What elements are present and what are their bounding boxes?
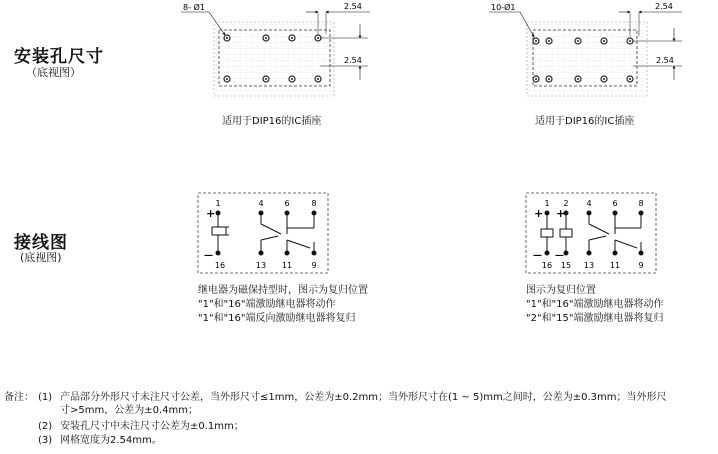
footprint-left <box>181 2 370 96</box>
wiring-right <box>526 193 656 273</box>
mounting-holes-title: 安装孔尺寸 <box>14 47 104 67</box>
wiring-right-pin-top-8: 8 <box>638 199 644 208</box>
wiring-left-pin-top-8: 8 <box>311 199 317 208</box>
wiring-right-pin-bottom-15: 15 <box>560 261 572 270</box>
remark-2-num: (2) <box>38 421 53 432</box>
wiring-right-pin-top-6: 6 <box>612 199 618 208</box>
wiring-right-note-3: "2"和"15"端激励继电器将复归 <box>526 313 664 324</box>
footprint-right-caption: 适用于DIP16的IC插座 <box>535 116 635 127</box>
footprint-left-dim-v: 2.54 <box>344 56 362 65</box>
wiring-right-pin-bottom-16: 16 <box>541 261 553 270</box>
wiring-left-note-1: 继电器为磁保持型时，图示为复归位置 <box>198 285 368 296</box>
wiring-right-minus: — <box>533 251 542 261</box>
footprint-left-dim-h: 2.54 <box>344 2 362 11</box>
wiring-left-pin-bottom-13: 13 <box>255 261 267 270</box>
wiring-left-pin-bottom-16: 16 <box>214 261 226 270</box>
footprint-left-caption: 适用于DIP16的IC插座 <box>222 116 322 127</box>
wiring-left-pin-top-4: 4 <box>258 199 264 208</box>
footprint-right <box>489 2 682 96</box>
wiring-left-pin-bottom-11: 11 <box>281 261 293 270</box>
wiring-left <box>198 193 328 273</box>
wiring-left-minus: — <box>204 251 213 261</box>
wiring-right-plus-2: + <box>556 207 566 220</box>
wiring-left-contacts <box>261 213 314 253</box>
wiring-left-note-2: "1"和"16"端激励继电器将动作 <box>198 299 336 310</box>
remark-2-text: 安装孔尺寸中未注尺寸公差为±0.1mm； <box>60 421 244 432</box>
remarks-label: 备注： <box>4 392 34 403</box>
wiring-left-pin-top-6: 6 <box>284 199 290 208</box>
remark-3-text: 网格宽度为2.54mm。 <box>60 435 162 446</box>
remark-1-num: (1) <box>38 392 53 403</box>
wiring-right-note-2: "1"和"16"端激励继电器将动作 <box>526 299 664 310</box>
wiring-right-pin-top-2: 2 <box>563 199 569 208</box>
footprint-right-hole-label: 10-Ø1 <box>491 3 516 12</box>
wiring-left-pin-bottom-9: 9 <box>311 261 317 270</box>
footprint-right-dim-v: 2.54 <box>656 56 674 65</box>
remark-1-cont: 寸>5mm，公差为±0.4mm； <box>60 405 198 416</box>
wiring-left-plus: + <box>206 207 216 220</box>
wiring-right-plus: + <box>534 207 544 220</box>
wiring-right-pin-bottom-9: 9 <box>638 261 644 270</box>
footprint-right-dim-h: 2.54 <box>655 2 673 11</box>
wiring-left-pin-top-1: 1 <box>215 199 221 208</box>
mounting-holes-subtitle: （底视图） <box>26 66 81 79</box>
wiring-right-pin-top-4: 4 <box>586 199 592 208</box>
wiring-subtitle: (底视图) <box>20 251 62 264</box>
wiring-right-pin-bottom-11: 11 <box>609 261 621 270</box>
wiring-title: 接线图 <box>14 233 68 253</box>
wiring-right-note-1: 图示为复归位置 <box>526 285 596 296</box>
remark-3-num: (3) <box>38 435 53 446</box>
wiring-left-note-3: "1"和"16"端反向激励继电器将复归 <box>198 313 356 324</box>
wiring-right-pin-bottom-13: 13 <box>583 261 595 270</box>
wiring-right-pin-top-1: 1 <box>544 199 550 208</box>
footprint-left-hole-label: 8- Ø1 <box>183 3 205 12</box>
wiring-right-contacts <box>589 213 641 253</box>
wiring-right-minus-2: — <box>555 251 564 261</box>
remark-1-text: 产品部分外形尺寸未注尺寸公差，当外形尺寸≤1mm，公差为±0.2mm；当外形尺寸在(1 ~ 5)mm之间时，公差为±0.3mm；当外形尺 <box>60 392 667 403</box>
